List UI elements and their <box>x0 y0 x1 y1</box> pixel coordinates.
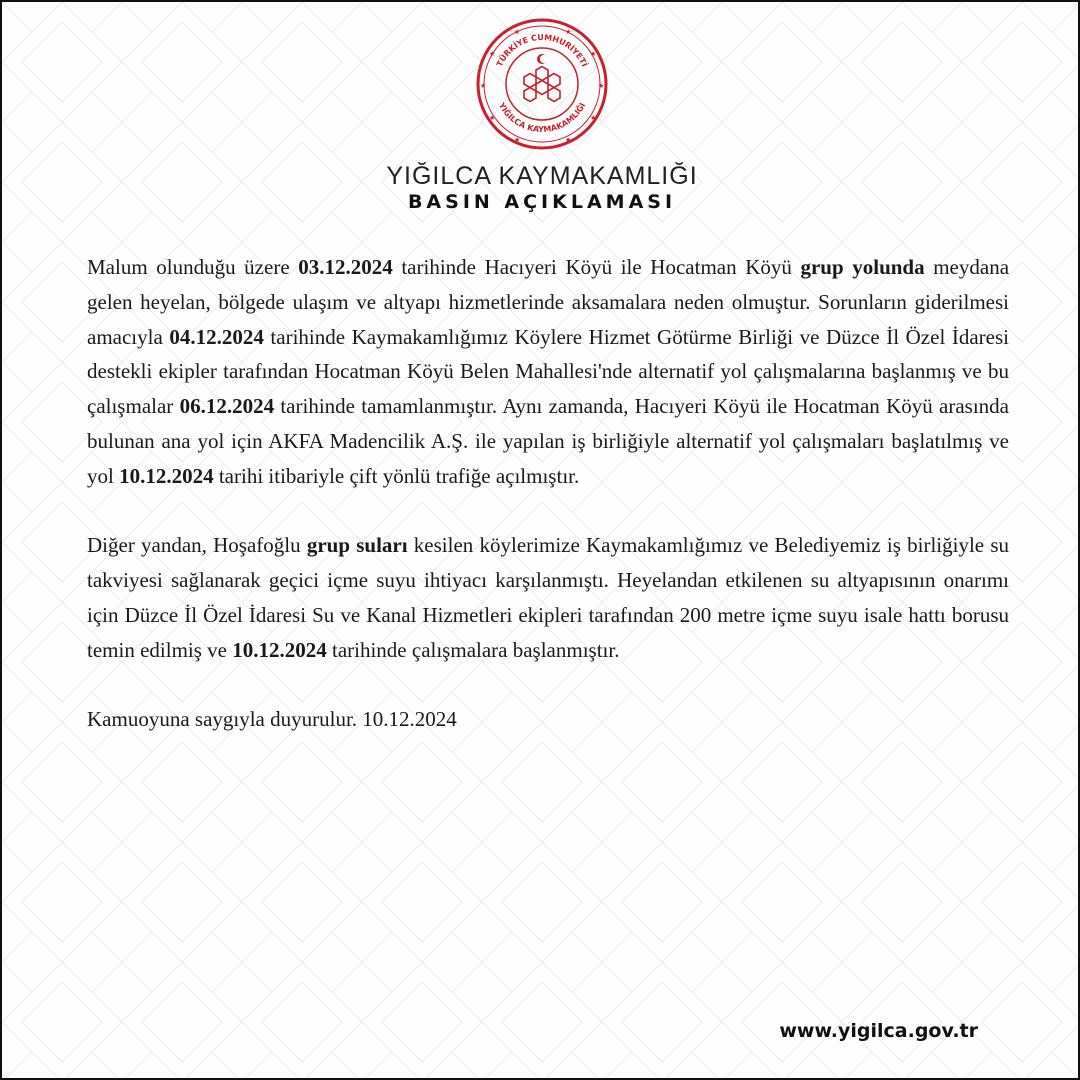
bold-highlight: grup yolunda <box>800 255 925 279</box>
text-span: kesilen köylerimize Kaymakamlığımız ve Belediyemiz iş birliğiyle su takviyesi sağlanarak geçici içme suyu ihtiyacı karşılanmıştı. Heyelandan etkilenen su altyapısının onarımı için Düzce İl Özel İdaresi Su ve Kanal Hizmetleri ekipleri tarafından 200 metre içme suyu isale hattı borusu temin edilmiş ve <box>87 533 1009 662</box>
date-highlight: 06.12.2024 <box>179 394 275 419</box>
yigilca-kaymakamligi-seal <box>474 16 610 152</box>
svg-text:★: ★ <box>480 82 487 90</box>
website-url: www.yigilca.gov.tr <box>779 1020 978 1042</box>
svg-text:★: ★ <box>514 136 521 144</box>
document-subtitle: BASIN AÇIKLAMASI <box>407 191 677 213</box>
text-span: tarihi itibariyle çift yönlü trafiğe açılmıştır. <box>213 463 580 488</box>
svg-text:★: ★ <box>598 82 605 90</box>
bold-highlight: grup suları <box>306 533 408 558</box>
crescent-star-icon <box>537 54 548 64</box>
institution-title: YIĞILCA KAYMAKAMLIĞI <box>386 162 698 190</box>
svg-text:★: ★ <box>514 28 521 36</box>
svg-text:★: ★ <box>565 28 572 36</box>
paragraph-1 <box>87 250 1009 494</box>
svg-text:★: ★ <box>590 114 597 122</box>
svg-text:★: ★ <box>489 114 496 122</box>
date-highlight: 04.12.2024 <box>169 324 264 349</box>
text-span: meydana gelen heyelan, bölgede ulaşım ve altyapı hizmetlerinde aksamalara neden olmuştur. Sorunların giderilmesi amacıyla <box>87 255 1010 349</box>
date-highlight: 10.12.2024 <box>232 637 327 662</box>
svg-text:YIĞILCA KAYMAKAMLIĞI <box>496 100 587 134</box>
date-highlight: 10.12.2024 <box>119 463 214 488</box>
svg-text:★: ★ <box>489 50 496 58</box>
seal-text-bottom: YIĞILCA KAYMAKAMLIĞI <box>496 101 588 135</box>
honeycomb-icon <box>524 67 560 102</box>
svg-text:★: ★ <box>590 50 597 58</box>
text-span: tarihinde Kaymakamlığımız Köylere Hizmet Götürme Birliği ve Düzce İl Özel İdaresi destekli ekipler tarafından Hocatman Köyü Belen Mahallesi'nde alternatif yol çalışmalarına başlanmış ve bu çalışmalar <box>87 324 1009 419</box>
seal-text-top: TÜRKİYE CUMHURİYETİ <box>494 32 590 69</box>
text-span: tarihinde çalışmalara başlanmıştır. <box>326 637 620 662</box>
paragraph-2 <box>87 528 1009 667</box>
svg-text:★: ★ <box>565 136 572 144</box>
date-highlight: 03.12.2024 <box>298 255 393 279</box>
text-span: Diğer yandan, Hoşafoğlu <box>87 533 307 558</box>
text-span: Malum olunduğu üzere <box>87 255 299 279</box>
press-release-body <box>87 250 1009 737</box>
closing-line: Kamuoyuna saygıyla duyurulur. 10.12.2024 <box>87 707 457 732</box>
text-span: tarihinde tamamlanmıştır. Aynı zamanda, Hacıyeri Köyü ile Hocatman Köyü arasında bulunan ana yol için AKFA Madencilik A.Ş. ile yapılan iş birliğiyle alternatif yol çalışmaları başlatılmış ve yol <box>87 394 1009 488</box>
text-span: tarihinde Hacıyeri Köyü ile Hocatman Köyü <box>392 255 801 279</box>
